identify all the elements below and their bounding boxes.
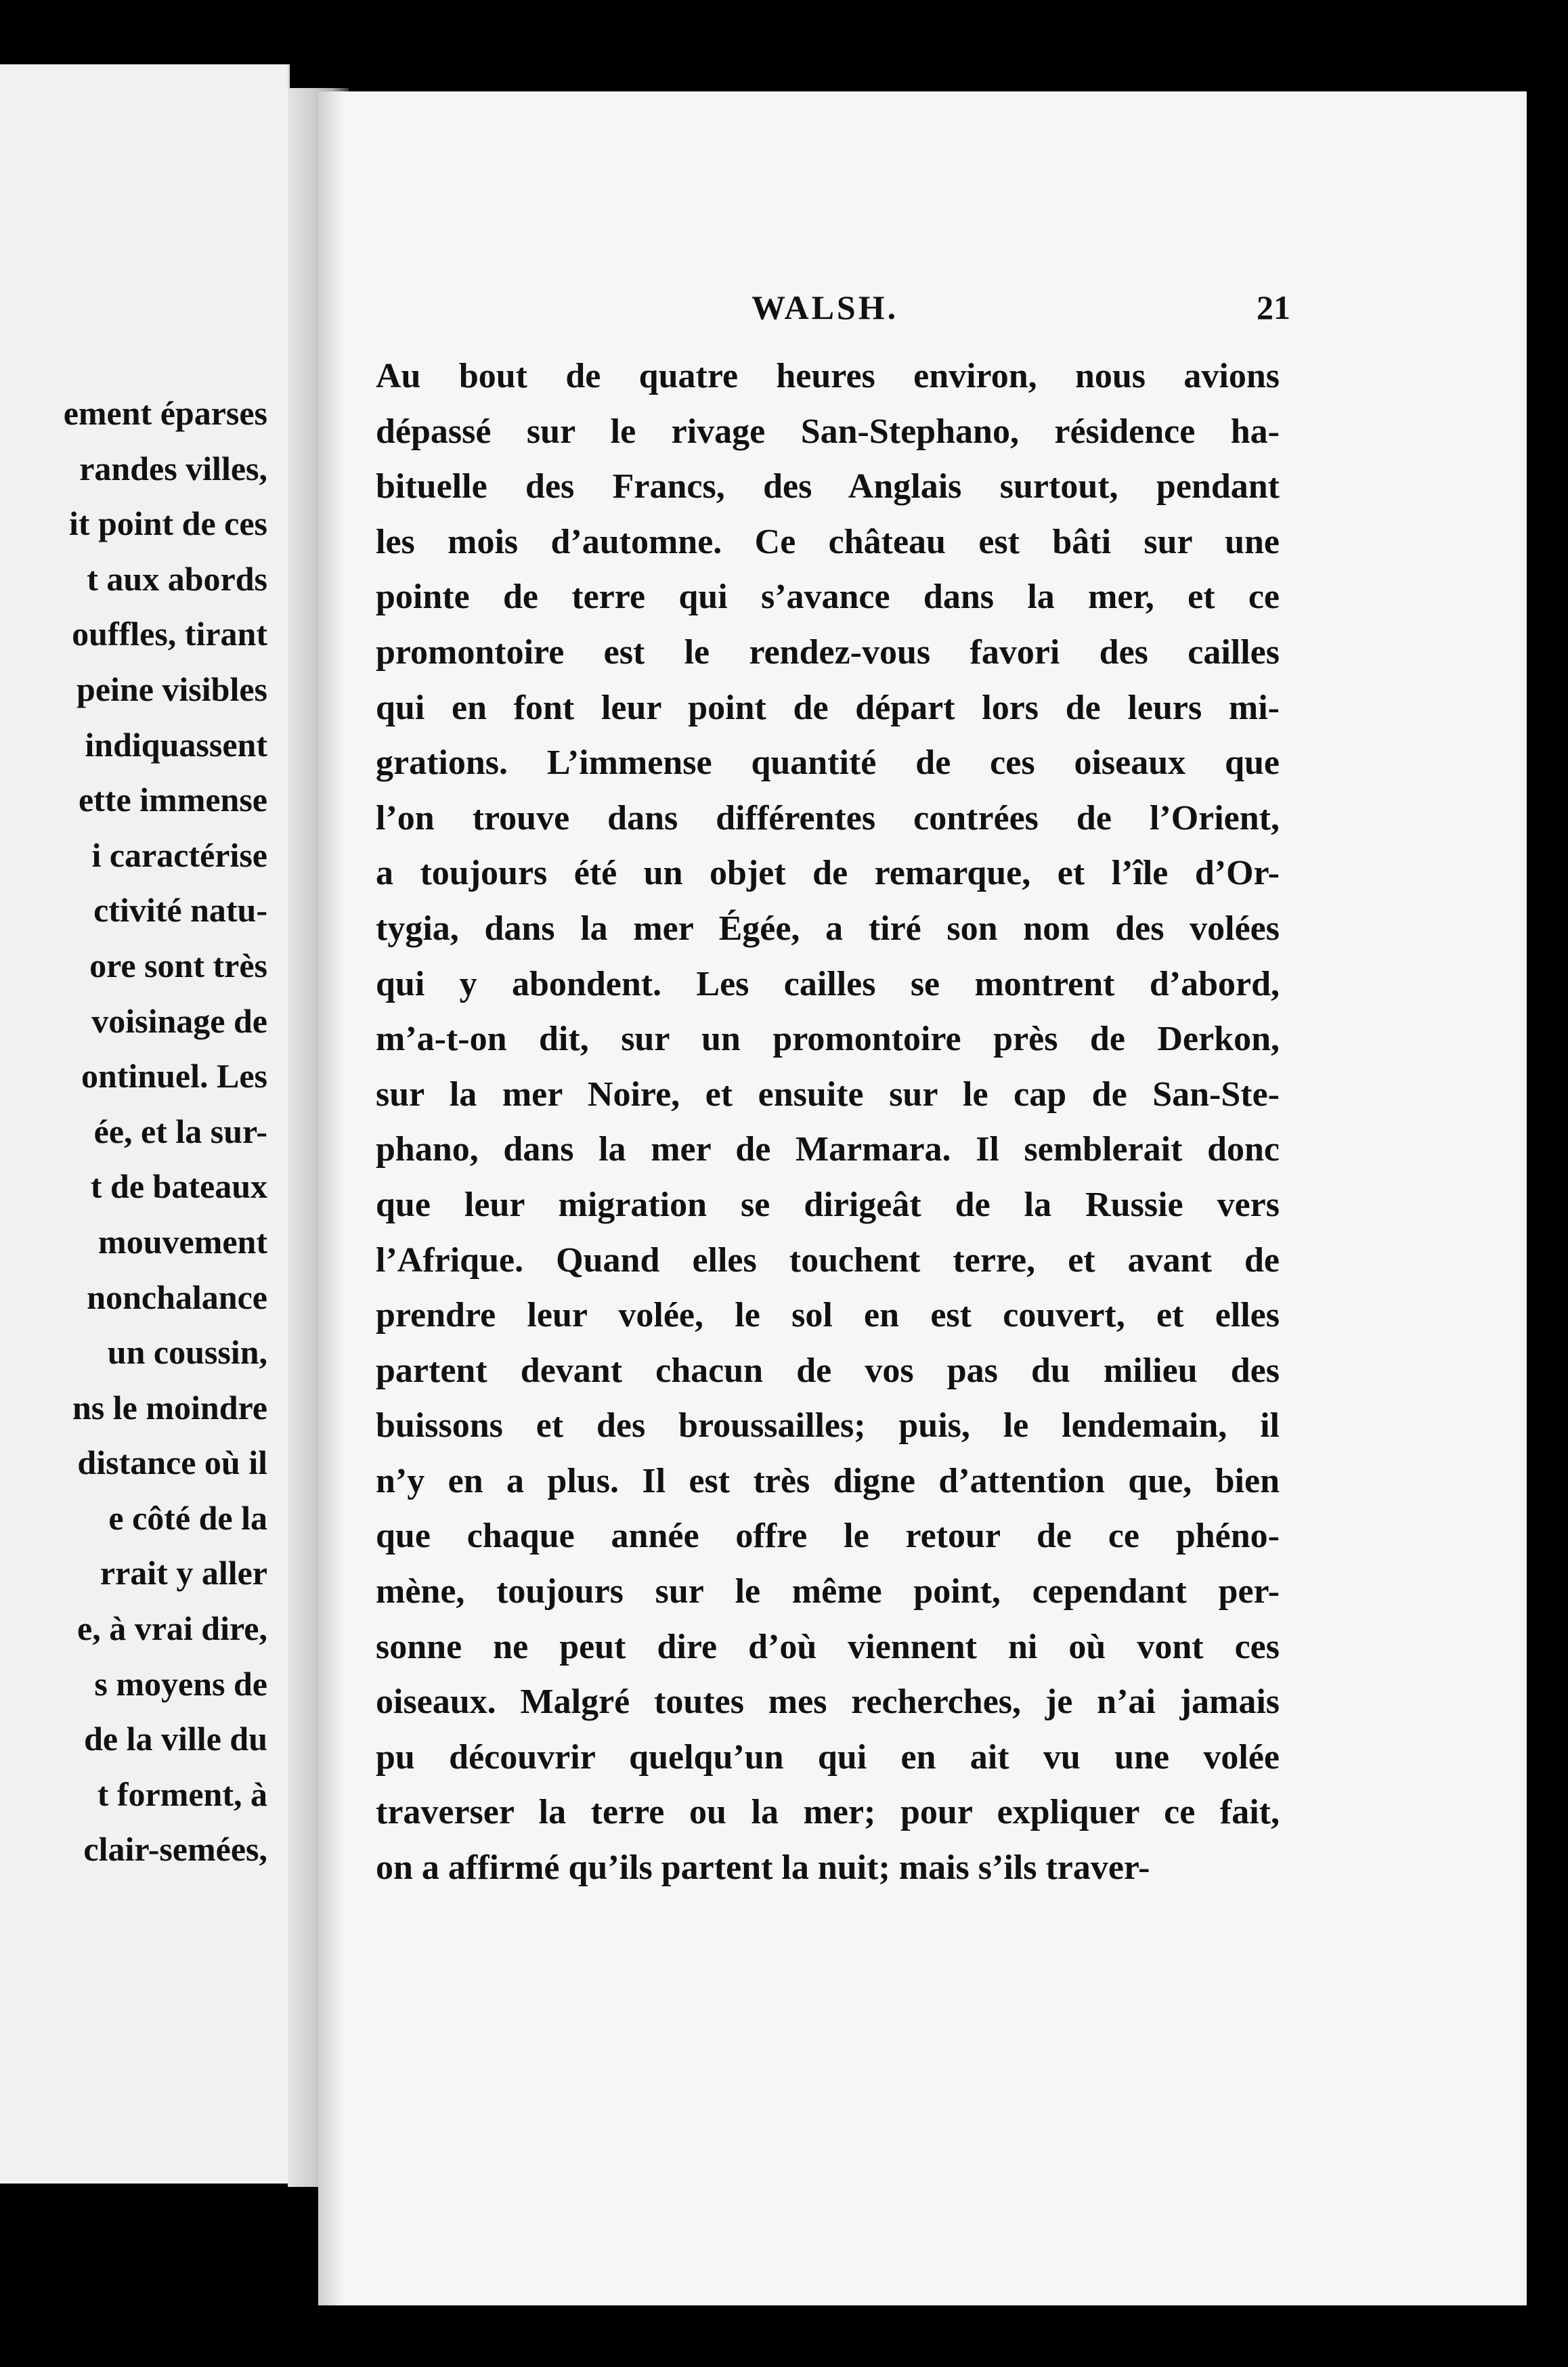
body-line: bituelle des Francs, des Anglais surtout, pendant	[376, 467, 1280, 506]
left-page-line: it point de ces	[68, 504, 267, 543]
page-header	[376, 288, 1290, 328]
left-page-line: ctivité natu-	[93, 891, 267, 930]
body-line: qui y abondent. Les cailles se montrent d’abord,	[376, 964, 1280, 1003]
body-line: qui en font leur point de départ lors de leurs mi-	[376, 688, 1280, 727]
body-line: sonne ne peut dire d’où viennent ni où vont ces	[376, 1627, 1280, 1666]
left-page-line: nonchalance	[87, 1278, 267, 1316]
body-line: mène, toujours sur le même point, cependant per-	[376, 1572, 1280, 1611]
left-page-line: un coussin,	[107, 1333, 267, 1372]
body-line: m’a-t-on dit, sur un promontoire près de Derkon,	[376, 1020, 1280, 1059]
body-line: Au bout de quatre heures environ, nous avions	[376, 357, 1280, 395]
left-page-line: t de bateaux	[90, 1167, 267, 1206]
body-line: n’y en a plus. Il est très digne d’attention que, bien	[376, 1461, 1280, 1500]
running-head: WALSH.	[752, 288, 899, 326]
left-page-line: ore sont très	[89, 946, 267, 984]
left-page-line: voisinage de	[91, 1001, 267, 1040]
left-page-line: randes villes,	[79, 449, 267, 487]
body-line: pointe de terre qui s’avance dans la mer, et ce	[376, 578, 1280, 617]
left-page-line: t aux abords	[87, 559, 267, 598]
body-line: a toujours été un objet de remarque, et l’île d’Or-	[376, 854, 1280, 893]
left-page-line: de la ville du	[84, 1720, 267, 1758]
left-page-line: peine visibles	[77, 670, 267, 708]
body-line: l’Afrique. Quand elles touchent terre, et avant de	[376, 1240, 1280, 1280]
left-page-line: t forment, à	[97, 1775, 267, 1813]
body-line: l’on trouve dans différentes contrées de l’Orient,	[376, 798, 1280, 838]
body-line: pu découvrir quelqu’un qui en ait vu une volée	[376, 1737, 1280, 1777]
left-page-line: ement éparses	[63, 394, 267, 432]
body-line: buissons et des broussailles; puis, le lendemain, il	[376, 1406, 1280, 1446]
left-page-line: ette immense	[78, 781, 267, 819]
left-page	[0, 64, 290, 2184]
body-line: que chaque année offre le retour de ce phéno-	[376, 1517, 1280, 1556]
body-line: partent devant chacun de vos pas du milieu des	[376, 1351, 1280, 1390]
left-page-line: s moyens de	[94, 1664, 267, 1703]
body-line: sur la mer Noire, et ensuite sur le cap de San-Ste-	[376, 1074, 1280, 1114]
body-line: que leur migration se dirigeât de la Russie vers	[376, 1185, 1280, 1224]
body-line: phano, dans la mer de Marmara. Il semblerait donc	[376, 1130, 1280, 1169]
body-line: les mois d’automne. Ce château est bâti sur une	[376, 522, 1280, 561]
left-page-line: rrait y aller	[100, 1554, 267, 1592]
left-page-line: ouffles, tirant	[72, 615, 267, 653]
left-page-line: ns le moindre	[72, 1388, 267, 1427]
left-page-line: ontinuel. Les	[81, 1057, 267, 1095]
body-line: tygia, dans la mer Égée, a tiré son nom des volées	[376, 909, 1280, 948]
left-page-line: i caractérise	[91, 835, 267, 874]
body-line: oiseaux. Malgré toutes mes recherches, je n’ai jamais	[376, 1682, 1280, 1722]
body-line: promontoire est le rendez-vous favori des cailles	[376, 632, 1280, 672]
body-line: prendre leur volée, le sol en est couvert, et elles	[376, 1296, 1280, 1335]
body-line: dépassé sur le rivage San-Stephano, résidence ha-	[376, 412, 1280, 451]
body-text	[376, 349, 1280, 1896]
left-page-line: mouvement	[98, 1222, 267, 1261]
left-page-line: clair-semées,	[83, 1830, 267, 1869]
body-line: traverser la terre ou la mer; pour expliquer ce fait,	[376, 1793, 1280, 1832]
page-number: 21	[1257, 288, 1290, 326]
left-page-line: e, à vrai dire,	[77, 1609, 267, 1648]
left-page-line: distance où il	[77, 1443, 267, 1482]
left-page-line: indiquassent	[85, 725, 267, 764]
body-line: grations. L’immense quantité de ces oiseaux que	[376, 743, 1280, 783]
left-page-line: ée, et la sur-	[93, 1112, 267, 1150]
body-line: on a affirmé qu’ils partent la nuit; mais s’ils traver-	[376, 1848, 1150, 1888]
left-page-text	[0, 386, 267, 1877]
left-page-line: e côté de la	[108, 1498, 267, 1537]
